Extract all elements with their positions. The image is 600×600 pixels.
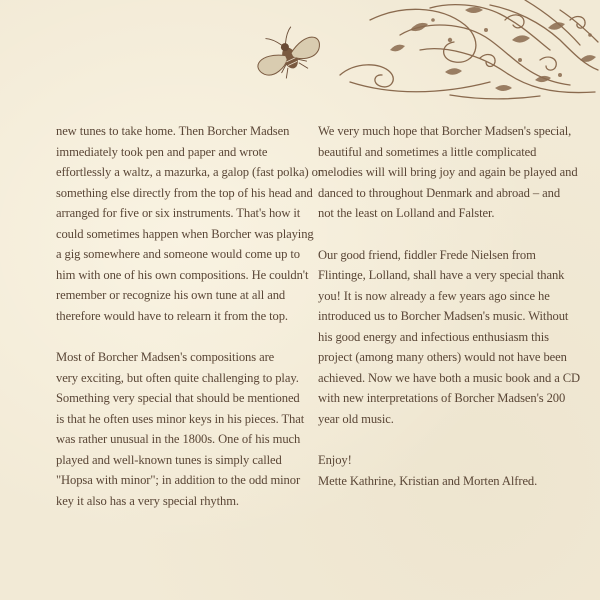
text-line: remember or recognize his own tune at all and — [56, 288, 286, 302]
text-line: therefore would have to relearn it from the top. — [56, 308, 288, 323]
paragraph — [56, 121, 322, 326]
floral-swirl-ornament-icon — [250, 0, 600, 115]
text-line: Our good friend, fiddler Frede Nielsen from — [318, 247, 536, 262]
text-line: with new interpretations of Borcher Madsen's 200 — [318, 391, 566, 405]
text-line: very exciting, but often quite challenging to play. — [56, 370, 299, 385]
text-line: Something very special that should be mentioned — [56, 391, 300, 405]
text-line: Flintinge, Lolland, shall have a very special thank — [318, 268, 565, 282]
paragraph — [56, 347, 305, 511]
text-line: played and well-known tunes is simply called — [56, 452, 282, 467]
text-line: year old music. — [318, 411, 394, 426]
text-line: danced to throughout Denmark and abroad – and — [318, 185, 561, 200]
text-line: you! It is now already a few years ago since he — [318, 288, 550, 303]
left-text-column — [56, 121, 322, 532]
text-line: could sometimes happen when Borcher was playing — [56, 226, 314, 241]
closing-text: Enjoy! — [318, 453, 352, 467]
text-line: is that he often uses minor keys in his pieces. That — [56, 411, 305, 426]
text-line: something else directly from the top of his head and — [56, 185, 313, 200]
text-line: effortlessly a waltz, a mazurka, a galop (fast polka) or — [56, 165, 322, 179]
text-line: arranged for five or six instruments. That's how it — [56, 206, 301, 220]
text-line: not the least on Lolland and Falster. — [318, 206, 495, 220]
text-line: key it also has a very special rhythm. — [56, 493, 239, 508]
text-line: was rather unusual in the 1800s. One of his much — [56, 432, 301, 446]
text-line: new tunes to take home. Then Borcher Madsen — [56, 124, 290, 138]
text-line: a gig somewhere and someone would come up to — [56, 247, 300, 261]
text-line: Most of Borcher Madsen's compositions are — [56, 350, 275, 364]
text-line: his good energy and infectious enthusiasm this — [318, 329, 549, 344]
text-line: him with one of his own compositions. He couldn't — [56, 267, 309, 282]
text-line: project (among many others) would not have been — [318, 350, 567, 364]
fly-insect-icon — [250, 19, 327, 88]
text-line: immediately took pen and paper and wrote — [56, 144, 268, 159]
signoff — [318, 450, 563, 491]
text-line: melodies will will bring joy and again be played and — [318, 165, 578, 179]
paragraph — [318, 121, 578, 224]
paragraph — [318, 245, 581, 430]
text-line: achieved. Now we have both a music book and a CD — [318, 370, 581, 385]
right-text-column — [318, 121, 581, 491]
text-line: beautiful and sometimes a little complicated — [318, 144, 537, 159]
text-line: introduced us to Borcher Madsen's music. Without — [318, 309, 569, 323]
signature-text: Mette Kathrine, Kristian and Morten Alfred. — [318, 473, 538, 488]
text-line: "Hopsa with minor"; in addition to the odd minor — [56, 473, 301, 487]
text-line: We very much hope that Borcher Madsen's special, — [318, 124, 572, 138]
